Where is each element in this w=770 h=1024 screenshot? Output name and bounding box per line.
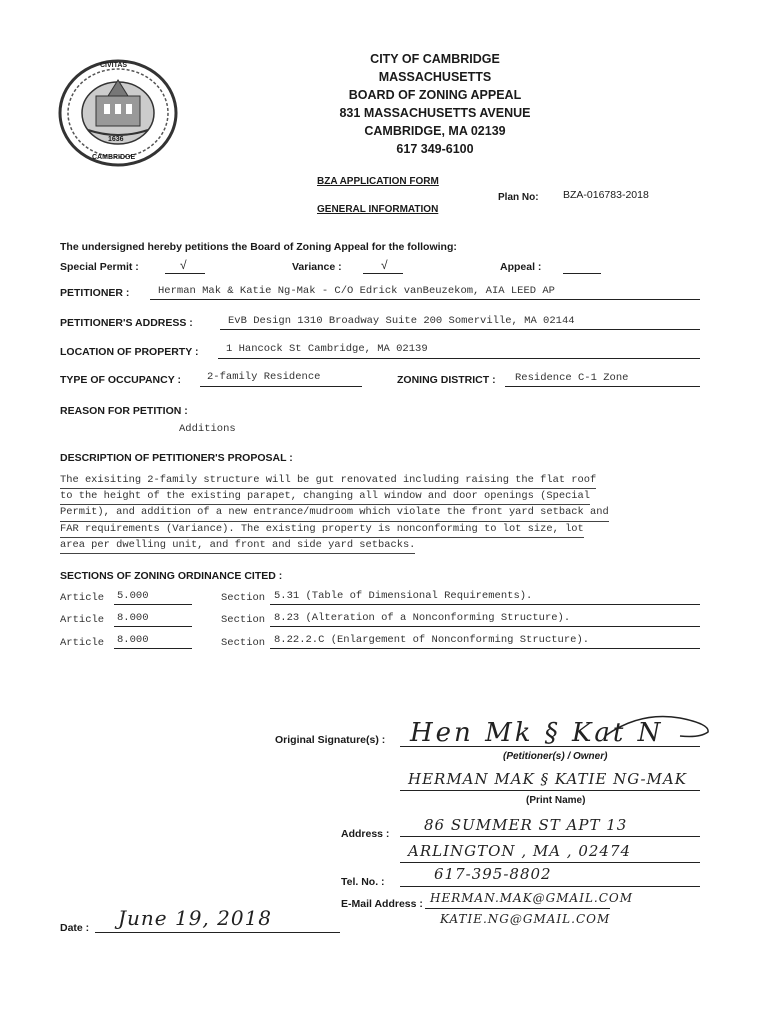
petitioner-value: Herman Mak & Katie Ng-Mak - C/O Edrick vanBeuzekom, AIA LEED AP — [158, 285, 555, 297]
occupancy-value: 2-family Residence — [207, 371, 321, 383]
variance-check: √ — [381, 258, 388, 272]
section-text: 8.23 (Alteration of a Nonconforming Structure). — [274, 612, 571, 624]
description-line: Permit), and addition of a new entrance/mudroom which violate the front yard setback and — [60, 505, 609, 521]
article-line — [114, 648, 192, 649]
description-line: area per dwelling unit, and front and side yard setbacks. — [60, 538, 415, 554]
tel-label: Tel. No. : — [341, 876, 385, 888]
header-line: 831 MASSACHUSETTS AVENUE — [339, 106, 531, 120]
article-label: Article — [60, 614, 105, 626]
article-line — [114, 626, 192, 627]
sig-address-label: Address : — [341, 828, 390, 840]
location-value: 1 Hancock St Cambridge, MA 02139 — [226, 343, 428, 355]
form-subtitle: GENERAL INFORMATION — [317, 204, 439, 215]
date-line — [95, 932, 340, 933]
email-label: E-Mail Address : — [341, 898, 423, 910]
sig-address-line1: 86 SUMMER ST APT 13 — [424, 816, 628, 834]
header-line: BOARD OF ZONING APPEAL — [348, 88, 522, 102]
special-permit-line — [165, 273, 205, 274]
print-caption: (Print Name) — [526, 795, 586, 806]
section-line — [270, 604, 700, 605]
description-line: The exisiting 2-family structure will be gut renovated including raising the flat roof — [60, 473, 596, 489]
seal-text-bottom: CAMBRIDGE — [92, 154, 136, 161]
handwritten-signature: Hen Mk § Kat N — [410, 718, 664, 748]
city-seal — [58, 58, 178, 168]
petitioner-caption: (Petitioner(s) / Owner) — [503, 751, 608, 762]
section-line — [270, 626, 700, 627]
section-line — [270, 648, 700, 649]
form-title: BZA APPLICATION FORM — [317, 176, 439, 187]
article-number: 8.000 — [117, 634, 149, 646]
date-value: June 19, 2018 — [118, 906, 273, 930]
signature-line — [400, 746, 700, 747]
sections-label: SECTIONS OF ZONING ORDINANCE CITED : — [60, 570, 283, 582]
section-text: 5.31 (Table of Dimensional Requirements). — [274, 590, 533, 602]
reason-value: Additions — [179, 423, 236, 435]
sig-address-line2: ARLINGTON , MA , 02474 — [408, 842, 632, 860]
address-line — [220, 329, 700, 330]
description-text — [60, 473, 609, 554]
appeal-line — [563, 273, 601, 274]
reason-label: REASON FOR PETITION : — [60, 405, 188, 417]
header-line: CAMBRIDGE, MA 02139 — [364, 124, 506, 138]
sig-address-line2-rule — [400, 862, 700, 863]
email-line — [425, 908, 610, 909]
header-line: CITY OF CAMBRIDGE — [370, 52, 500, 66]
plan-number: BZA-016783-2018 — [563, 189, 649, 201]
occupancy-line — [200, 386, 362, 387]
section-label: Section — [221, 592, 266, 604]
description-label: DESCRIPTION OF PETITIONER'S PROPOSAL : — [60, 452, 293, 464]
district-value: Residence C-1 Zone — [515, 372, 629, 384]
occupancy-label: TYPE OF OCCUPANCY : — [60, 374, 181, 386]
intro-text: The undersigned hereby petitions the Board of Zoning Appeal for the following: — [60, 241, 457, 253]
section-label: Section — [221, 637, 266, 649]
petitioner-line — [150, 299, 700, 300]
district-label: ZONING DISTRICT : — [397, 374, 496, 386]
sig-address-line1-rule — [400, 836, 700, 837]
location-line — [218, 358, 700, 359]
special-permit-label: Special Permit : — [60, 261, 139, 273]
seal-text-top: CIVITAS — [100, 62, 128, 69]
petitioner-label: PETITIONER : — [60, 287, 130, 299]
tel-value: 617-395-8802 — [434, 865, 552, 883]
signature-flourish-icon — [600, 706, 720, 746]
agency-header — [290, 50, 580, 158]
section-label: Section — [221, 614, 266, 626]
header-line: MASSACHUSETTS — [378, 70, 492, 84]
address-label: PETITIONER'S ADDRESS : — [60, 317, 193, 329]
address-value: EvB Design 1310 Broadway Suite 200 Somerville, MA 02144 — [228, 315, 575, 327]
article-number: 8.000 — [117, 612, 149, 624]
tel-line — [400, 886, 700, 887]
special-permit-check: √ — [180, 258, 187, 272]
date-label: Date : — [60, 922, 90, 934]
location-label: LOCATION OF PROPERTY : — [60, 346, 199, 358]
district-line — [505, 386, 700, 387]
article-label: Article — [60, 637, 105, 649]
description-line: to the height of the existing parapet, changing all window and door openings (Special — [60, 489, 590, 505]
email-value-1: HERMAN.MAK@GMAIL.COM — [430, 891, 634, 905]
description-line: FAR requirements (Variance). The existing property is nonconforming to lot size, lot — [60, 522, 584, 538]
seal-text-year: 1636 — [108, 136, 124, 143]
article-line — [114, 604, 192, 605]
header-line: 617 349-6100 — [396, 142, 474, 156]
email-value-2: KATIE.NG@GMAIL.COM — [440, 912, 611, 926]
plan-label: Plan No: — [498, 192, 539, 203]
appeal-label: Appeal : — [500, 261, 542, 273]
print-name: HERMAN MAK § KATIE NG-MAK — [408, 770, 687, 788]
variance-line — [363, 273, 403, 274]
article-number: 5.000 — [117, 590, 149, 602]
print-name-line — [400, 790, 700, 791]
variance-label: Variance : — [292, 261, 342, 273]
article-label: Article — [60, 592, 105, 604]
original-signature-label: Original Signature(s) : — [275, 734, 386, 746]
section-text: 8.22.2.C (Enlargement of Nonconforming Structure). — [274, 634, 590, 646]
